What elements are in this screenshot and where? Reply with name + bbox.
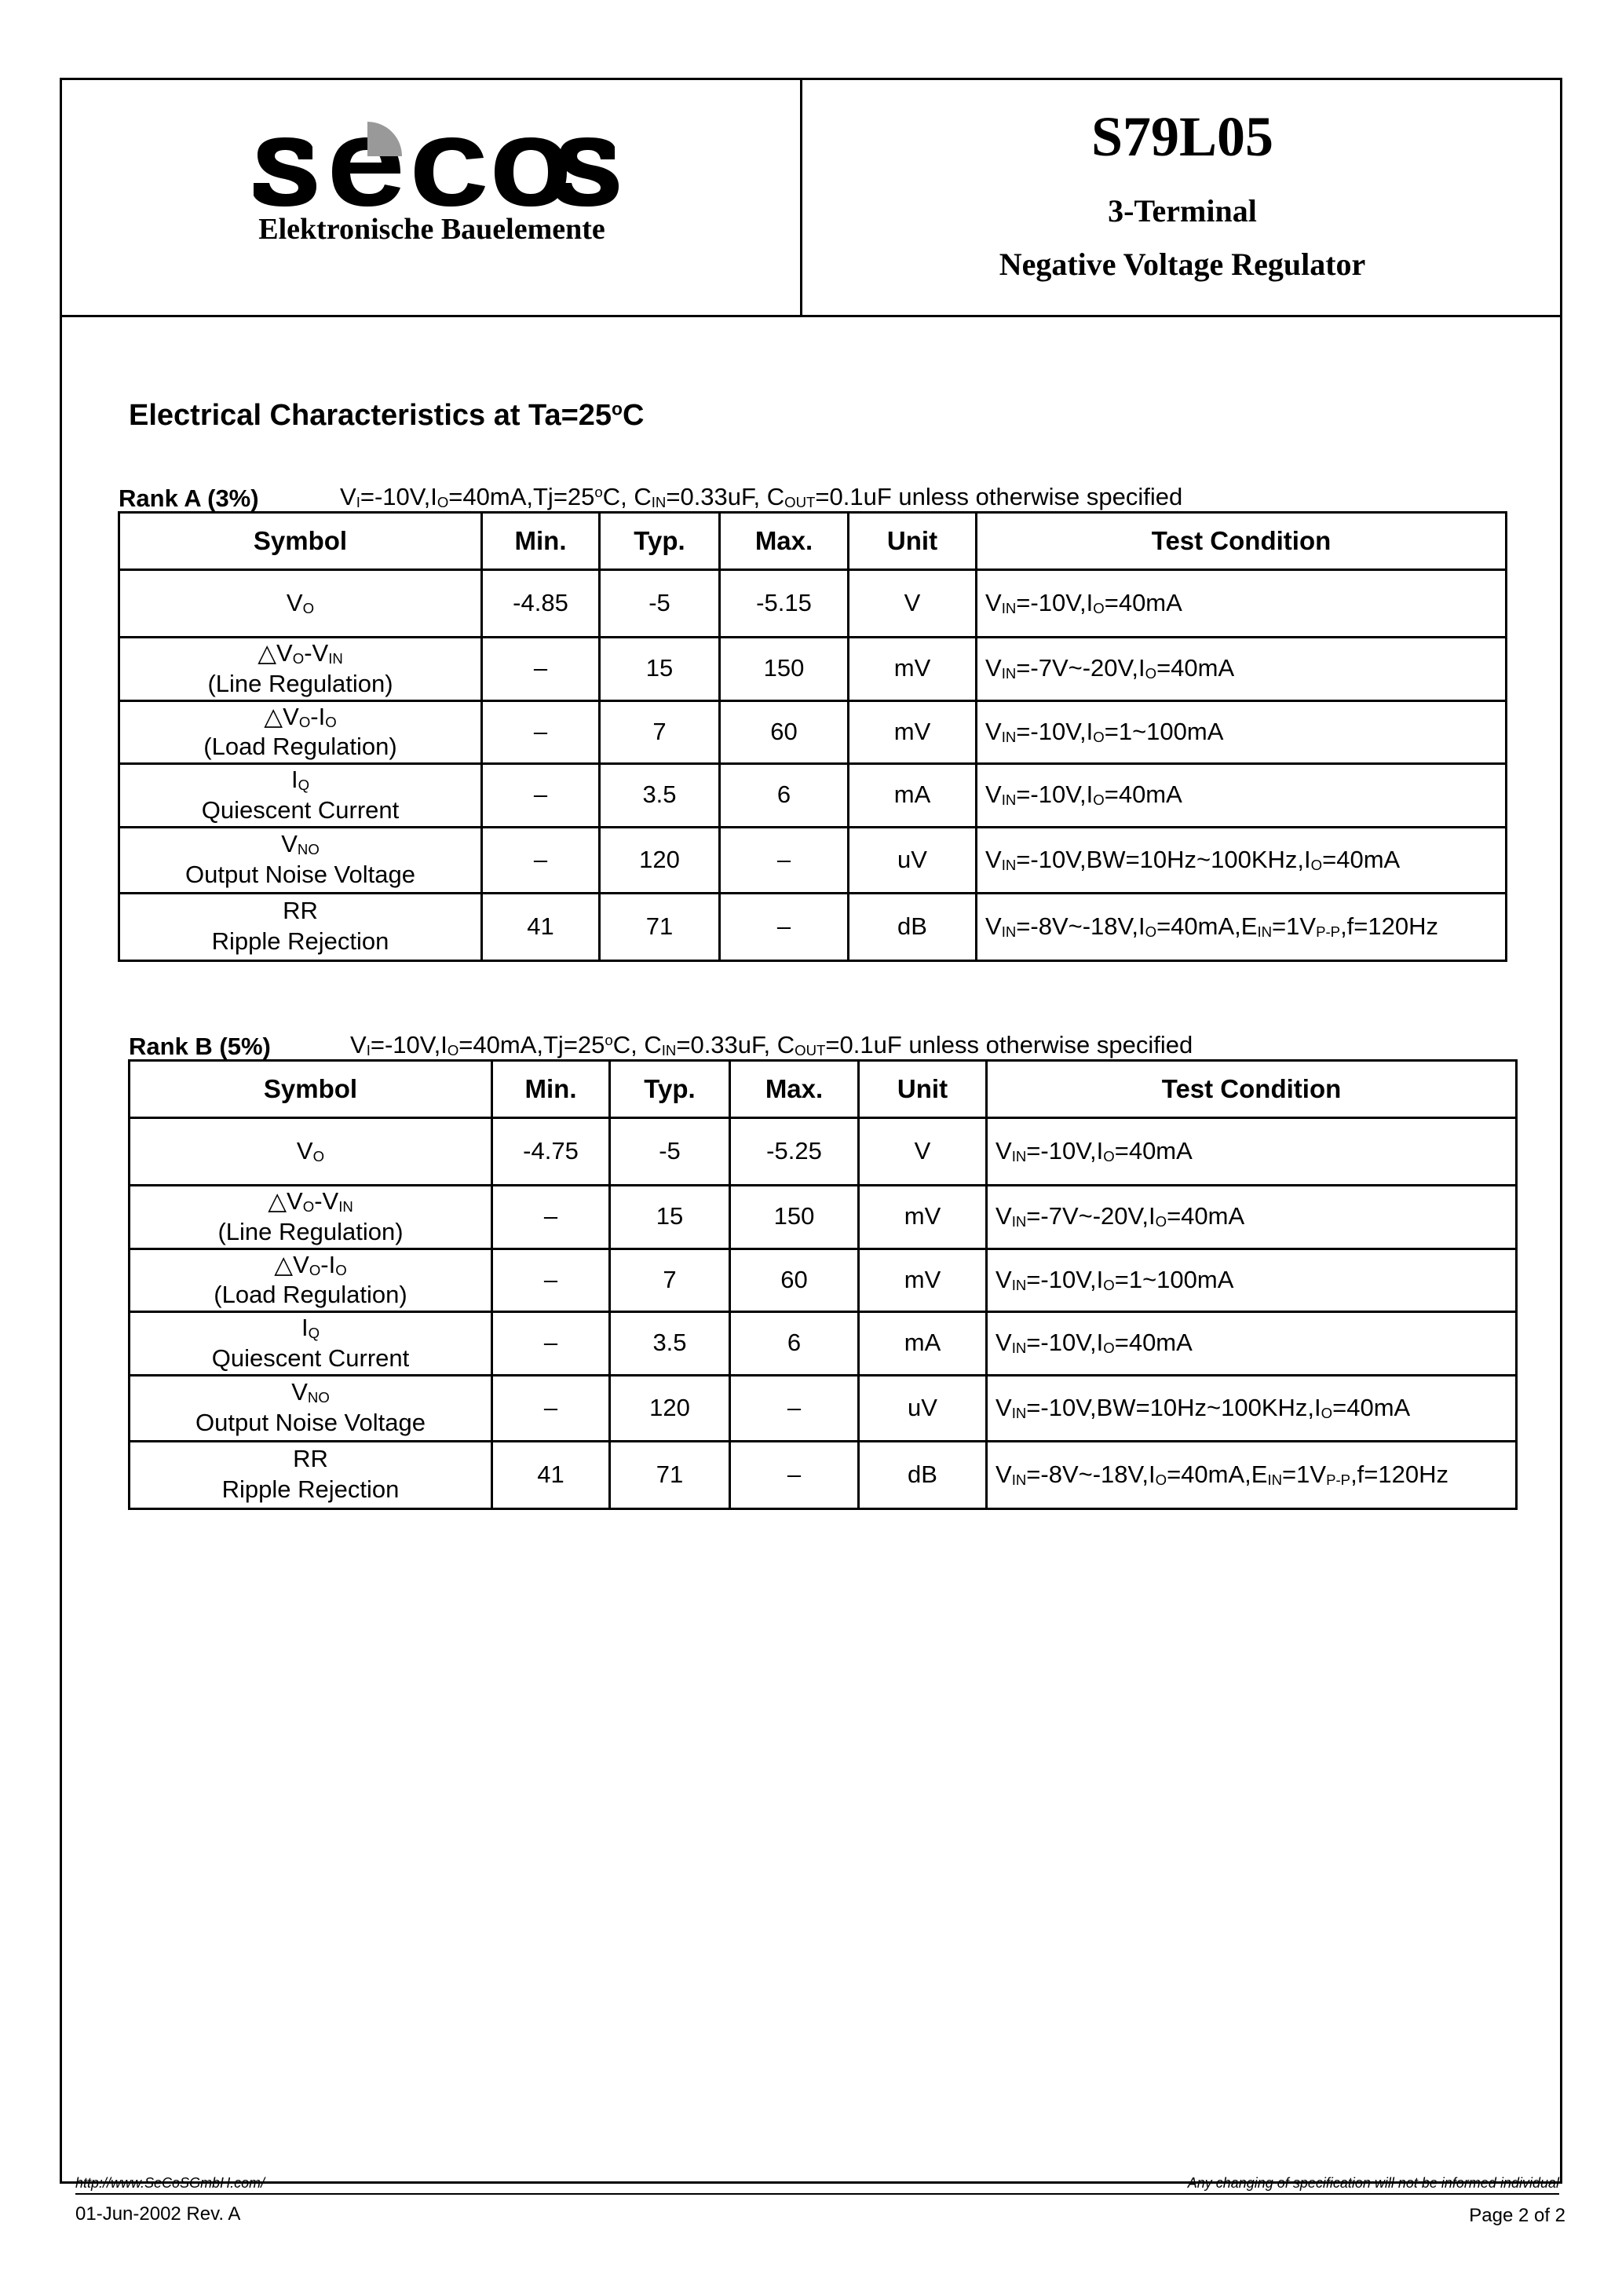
cell-max: 60 bbox=[730, 1249, 859, 1312]
cell-typ: 7 bbox=[600, 700, 720, 764]
table-row bbox=[119, 570, 1507, 638]
table-row bbox=[130, 1186, 1517, 1249]
cell-unit: mA bbox=[849, 764, 977, 828]
part-number: S79L05 bbox=[1090, 105, 1274, 168]
col-header-symbol: Symbol bbox=[130, 1061, 492, 1118]
cell-unit: mV bbox=[859, 1186, 987, 1249]
cell-min: 41 bbox=[482, 893, 600, 960]
table-row bbox=[119, 827, 1507, 893]
col-header-symbol: Symbol bbox=[119, 513, 482, 570]
cell-max: 150 bbox=[730, 1186, 859, 1249]
cell-symbol: RR Ripple Rejection bbox=[130, 1441, 492, 1508]
cell-max: 6 bbox=[720, 764, 849, 828]
cell-symbol: $I_Q$ Quiescent Current bbox=[119, 764, 482, 828]
secos-logo bbox=[250, 122, 623, 212]
cell-symbol: $V_{NO}$ Output Noise Voltage bbox=[130, 1375, 492, 1441]
cell-test-condition: $V_{IN}=-10V,I_O=40mA$ bbox=[987, 1118, 1517, 1186]
cell-symbol: $V_O$ bbox=[130, 1118, 492, 1186]
cell-typ: -5 bbox=[600, 570, 720, 638]
table-row bbox=[119, 893, 1507, 960]
cell-test-condition: $V_{IN}=-8V\sim-18V,I_O=40mA,E_{IN}=1V_{P-P},f=120Hz$ bbox=[977, 893, 1507, 960]
cell-unit: mA bbox=[859, 1312, 987, 1376]
section-title: Electrical Characteristics at $Ta=25^oC$ bbox=[129, 398, 645, 432]
cell-typ: 7 bbox=[610, 1249, 730, 1312]
table-row bbox=[119, 700, 1507, 764]
cell-test-condition: $V_{IN}=-10V,I_O=40mA$ bbox=[987, 1312, 1517, 1376]
cell-min: – bbox=[482, 764, 600, 828]
rank-a-label: Rank A (3%) bbox=[119, 484, 259, 512]
cell-typ: 120 bbox=[610, 1375, 730, 1441]
cell-typ: 15 bbox=[600, 638, 720, 701]
table-row bbox=[119, 638, 1507, 701]
rank-b-table bbox=[128, 1059, 1518, 1510]
rank-a-conditions: $V_I=-10V,I_O=40mA,Tj=25^oC$, $C_{IN}=0.33uF$, $C_{OUT}=0.1uF$ unless otherwise specified bbox=[340, 483, 1183, 510]
cell-min: -4.85 bbox=[482, 570, 600, 638]
col-header-typ: Typ. bbox=[600, 513, 720, 570]
cell-unit: uV bbox=[849, 827, 977, 893]
rank-b-conditions: $V_I=-10V,I_O=40mA,Tj=25^oC$, $C_{IN}=0.33uF$, $C_{OUT}=0.1uF$ unless otherwise specified bbox=[350, 1031, 1193, 1058]
cell-unit: mV bbox=[849, 638, 977, 701]
description-line-1: 3-Terminal bbox=[1108, 193, 1257, 229]
rank-a-table bbox=[118, 511, 1507, 962]
cell-test-condition: $V_{IN}=-7V\sim-20V,I_O=40mA$ bbox=[977, 638, 1507, 701]
cell-unit: dB bbox=[859, 1441, 987, 1508]
col-header-min: Min. bbox=[492, 1061, 610, 1118]
table-row bbox=[130, 1441, 1517, 1508]
rank-b-label: Rank B (5%) bbox=[129, 1033, 271, 1060]
table-header-row bbox=[119, 513, 1507, 570]
cell-symbol: RR Ripple Rejection bbox=[119, 893, 482, 960]
cell-unit: dB bbox=[849, 893, 977, 960]
col-header-typ: Typ. bbox=[610, 1061, 730, 1118]
col-header-max: Max. bbox=[730, 1061, 859, 1118]
cell-unit: mV bbox=[859, 1249, 987, 1312]
col-header-test-condition: Test Condition bbox=[987, 1061, 1517, 1118]
cell-symbol: $\triangle V_O-I_O$ (Load Regulation) bbox=[119, 700, 482, 764]
cell-max: – bbox=[720, 827, 849, 893]
cell-unit: uV bbox=[859, 1375, 987, 1441]
cell-test-condition: $V_{IN}=-8V\sim-18V,I_O=40mA,E_{IN}=1V_{P-P},f=120Hz$ bbox=[987, 1441, 1517, 1508]
cell-typ: -5 bbox=[610, 1118, 730, 1186]
cell-test-condition: $V_{IN}=-10V,I_O=1\sim 100mA$ bbox=[987, 1249, 1517, 1312]
cell-max: -5.25 bbox=[730, 1118, 859, 1186]
cell-max: 6 bbox=[730, 1312, 859, 1376]
cell-min: – bbox=[482, 638, 600, 701]
cell-min: – bbox=[492, 1249, 610, 1312]
footer-page-number: Page 2 of 2 bbox=[1469, 2205, 1565, 2226]
footer-date: 01-Jun-2002 Rev. A bbox=[75, 2203, 241, 2225]
table-row bbox=[130, 1118, 1517, 1186]
cell-symbol: $V_{NO}$ Output Noise Voltage bbox=[119, 827, 482, 893]
table-row bbox=[119, 764, 1507, 828]
company-subtitle: Elektronische Bauelemente bbox=[258, 213, 605, 246]
cell-symbol: $\triangle V_O-I_O$ (Load Regulation) bbox=[130, 1249, 492, 1312]
col-header-unit: Unit bbox=[849, 513, 977, 570]
table-header-row bbox=[130, 1061, 1517, 1118]
col-header-test-condition: Test Condition bbox=[977, 513, 1507, 570]
cell-symbol: $V_O$ bbox=[119, 570, 482, 638]
cell-max: 150 bbox=[720, 638, 849, 701]
cell-max: – bbox=[730, 1375, 859, 1441]
col-header-min: Min. bbox=[482, 513, 600, 570]
cell-unit: mV bbox=[849, 700, 977, 764]
cell-min: – bbox=[482, 827, 600, 893]
cell-test-condition: $V_{IN}=-10V,BW=10Hz\sim 100KHz,I_O=40mA$ bbox=[987, 1375, 1517, 1441]
cell-typ: 3.5 bbox=[610, 1312, 730, 1376]
footer-note: Any changing of specification will not be informed individual bbox=[1187, 2175, 1559, 2191]
cell-max: 60 bbox=[720, 700, 849, 764]
table-row bbox=[130, 1249, 1517, 1312]
cell-test-condition: $V_{IN}=-10V,I_O=40mA$ bbox=[977, 570, 1507, 638]
cell-test-condition: $V_{IN}=-7V\sim-20V,I_O=40mA$ bbox=[987, 1186, 1517, 1249]
cell-typ: 71 bbox=[610, 1441, 730, 1508]
cell-symbol: $\triangle V_O-V_{IN}$ (Line Regulation) bbox=[119, 638, 482, 701]
cell-min: -4.75 bbox=[492, 1118, 610, 1186]
cell-max: – bbox=[730, 1441, 859, 1508]
col-header-max: Max. bbox=[720, 513, 849, 570]
cell-max: -5.15 bbox=[720, 570, 849, 638]
table-row bbox=[130, 1312, 1517, 1376]
cell-test-condition: $V_{IN}=-10V,I_O=40mA$ bbox=[977, 764, 1507, 828]
cell-typ: 15 bbox=[610, 1186, 730, 1249]
cell-symbol: $I_Q$ Quiescent Current bbox=[130, 1312, 492, 1376]
cell-symbol: $\triangle V_O-V_{IN}$ (Line Regulation) bbox=[130, 1186, 492, 1249]
cell-min: 41 bbox=[492, 1441, 610, 1508]
cell-min: – bbox=[492, 1312, 610, 1376]
cell-typ: 3.5 bbox=[600, 764, 720, 828]
cell-unit: V bbox=[849, 570, 977, 638]
cell-test-condition: $V_{IN}=-10V,I_O=1\sim 100mA$ bbox=[977, 700, 1507, 764]
description-line-2: Negative Voltage Regulator bbox=[999, 247, 1366, 282]
footer-url[interactable]: http://www.SeCoSGmbH.com/ bbox=[75, 2175, 265, 2191]
cell-min: – bbox=[492, 1375, 610, 1441]
cell-unit: V bbox=[859, 1118, 987, 1186]
col-header-unit: Unit bbox=[859, 1061, 987, 1118]
footer-rule bbox=[75, 2193, 1559, 2195]
cell-max: – bbox=[720, 893, 849, 960]
cell-min: – bbox=[482, 700, 600, 764]
cell-test-condition: $V_{IN}=-10V,BW=10Hz\sim 100KHz,I_O=40mA$ bbox=[977, 827, 1507, 893]
cell-typ: 120 bbox=[600, 827, 720, 893]
cell-typ: 71 bbox=[600, 893, 720, 960]
table-row bbox=[130, 1375, 1517, 1441]
cell-min: – bbox=[492, 1186, 610, 1249]
